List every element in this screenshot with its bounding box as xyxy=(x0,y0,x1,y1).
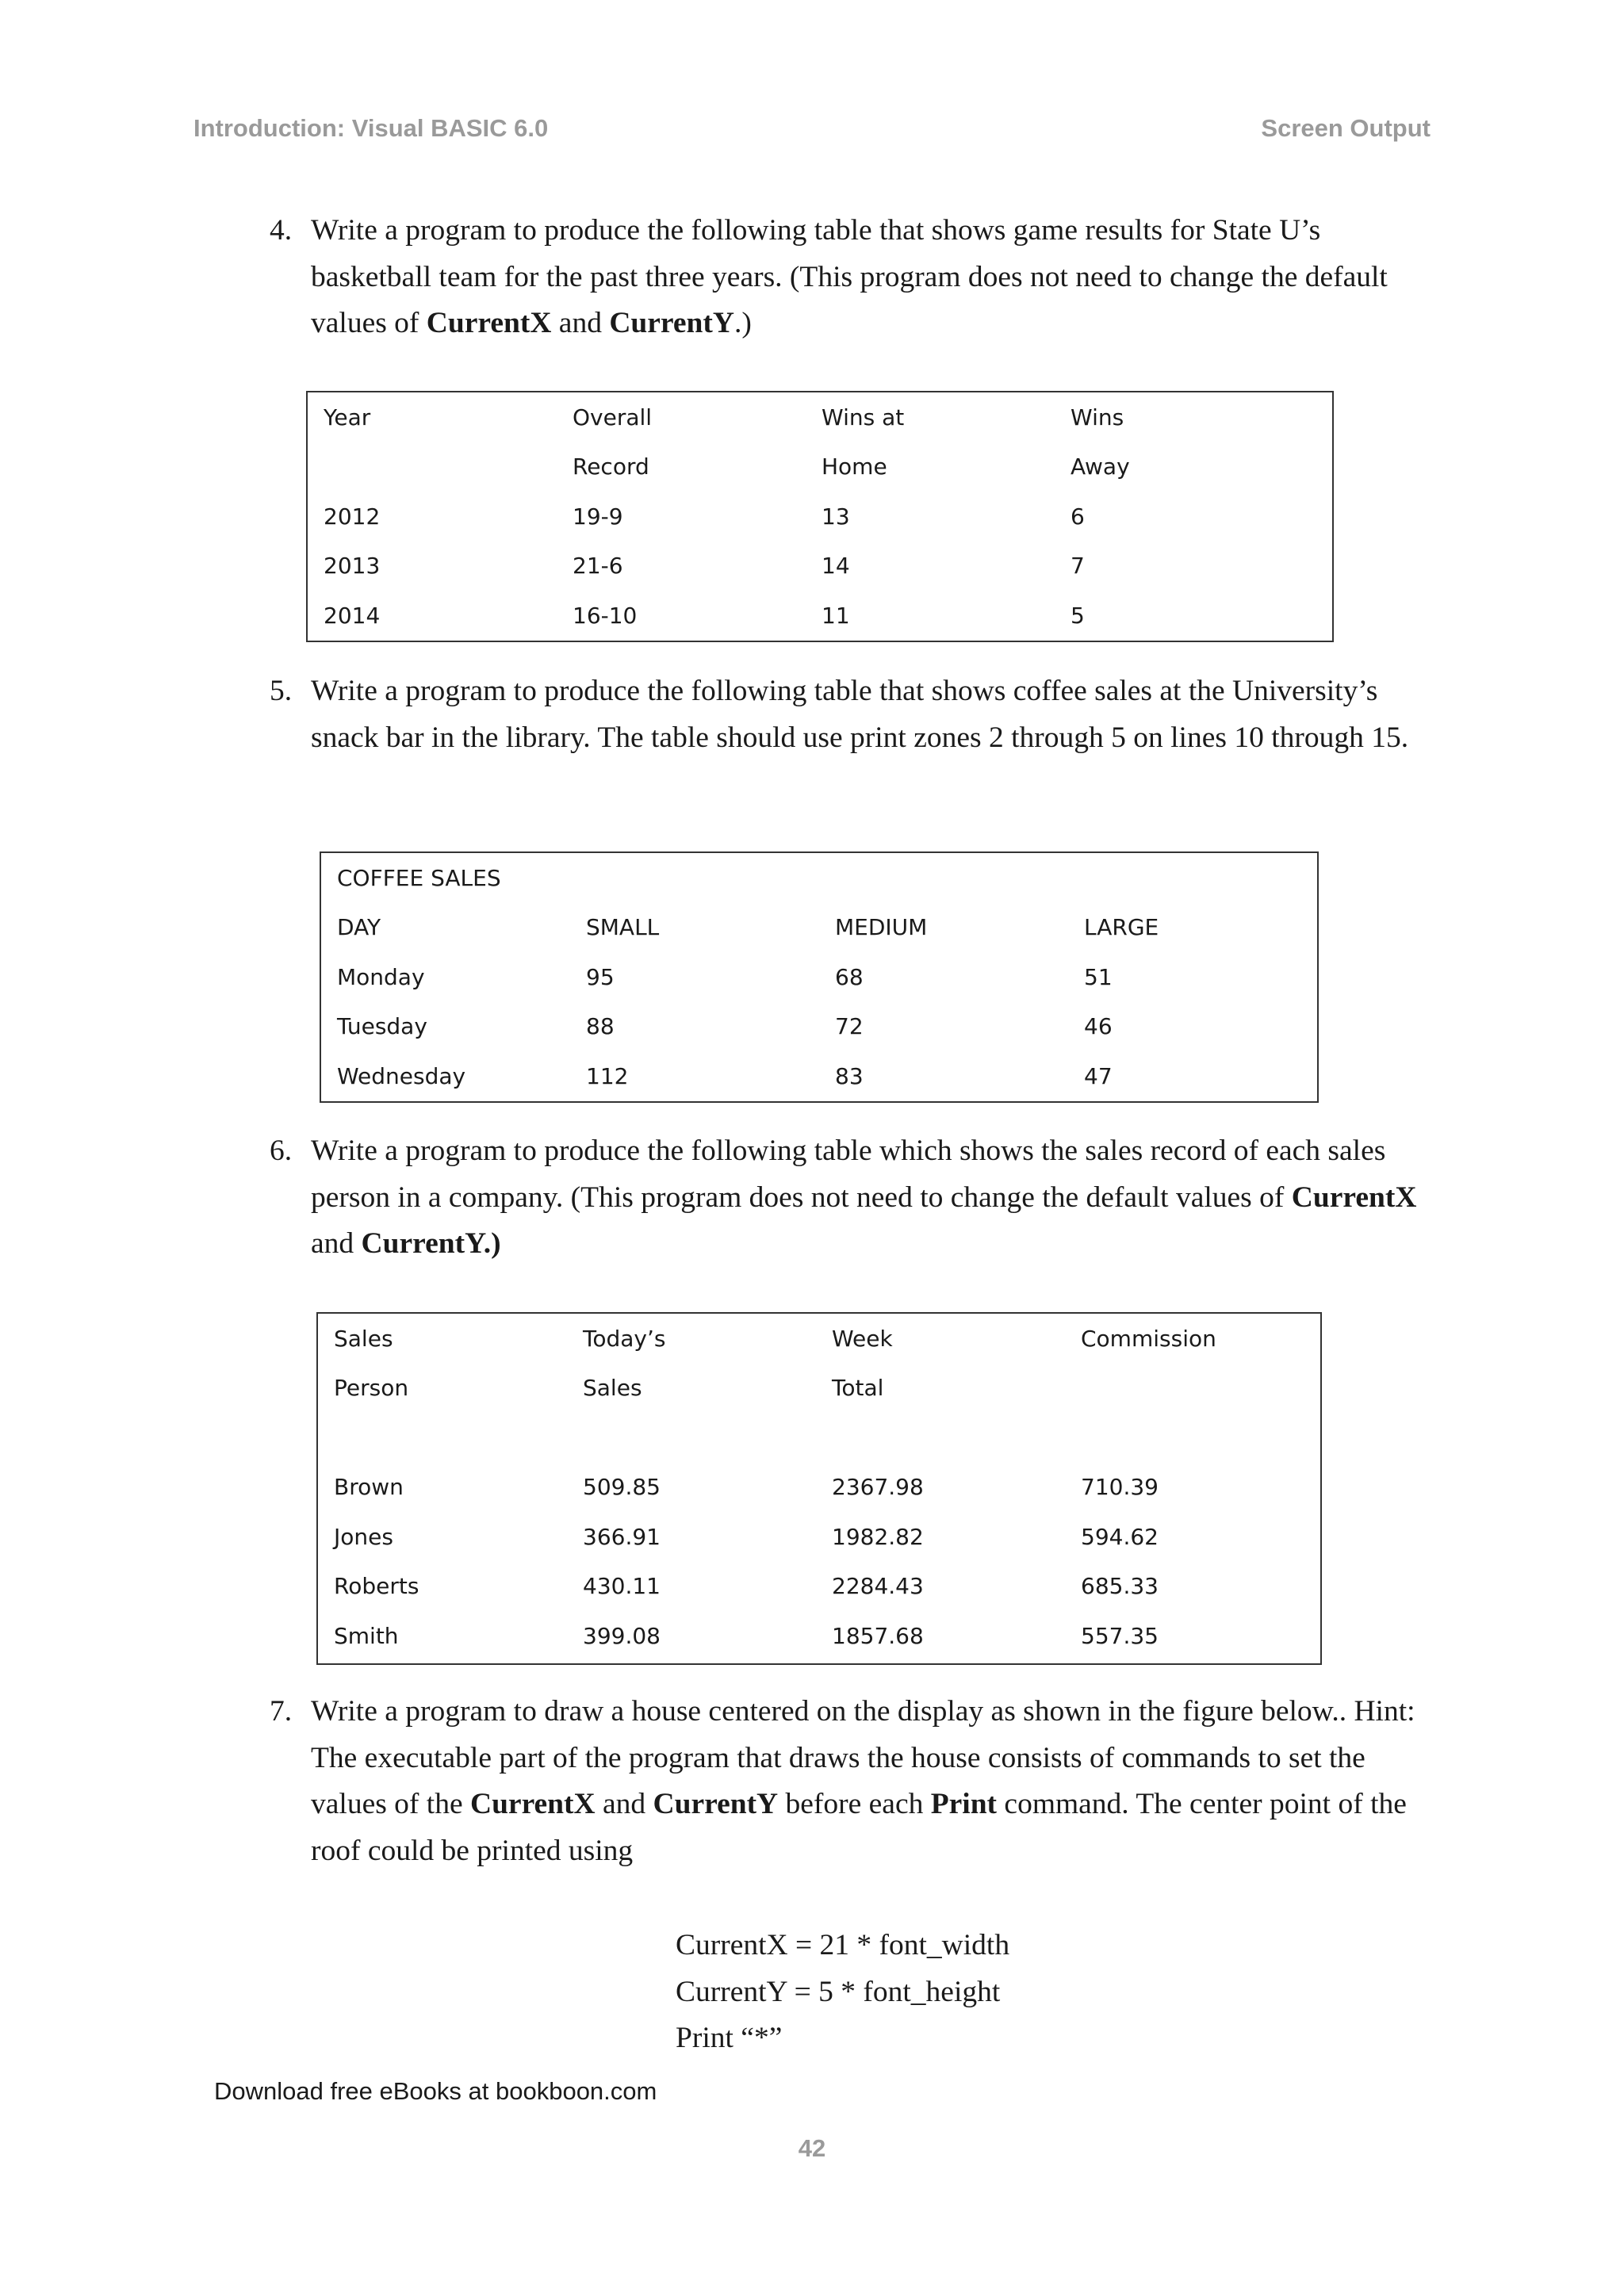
table-cell: 2367.98 xyxy=(832,1474,924,1501)
table-cell: Wins xyxy=(1071,404,1124,430)
table-cell: Person xyxy=(334,1375,409,1402)
table-row xyxy=(321,853,1317,903)
table-cell: Roberts xyxy=(334,1573,419,1600)
code-sample xyxy=(676,1923,1009,2062)
sales-record-table xyxy=(316,1312,1322,1665)
table-row xyxy=(318,1463,1320,1513)
table-cell: 21-6 xyxy=(573,553,623,580)
code-line: CurrentX = 21 * font_width xyxy=(676,1929,1010,1961)
table-row xyxy=(321,903,1317,953)
table-cell: 430.11 xyxy=(583,1573,661,1600)
exercise-4 xyxy=(270,208,1443,347)
exercise-5 xyxy=(270,668,1443,761)
table-cell: 46 xyxy=(1084,1013,1113,1040)
exercise-text: Write a program to produce the following table that shows coffee sales at the University’s snack bar in the library. The table should use print zones 2 through 5 on lines 10 through 15. xyxy=(311,675,1409,754)
table-cell: Tuesday xyxy=(337,1013,427,1040)
basketball-results-table xyxy=(306,391,1334,642)
table-cell: 1857.68 xyxy=(832,1622,924,1649)
table-cell: 2014 xyxy=(324,602,381,629)
table-cell: 594.62 xyxy=(1081,1523,1159,1550)
table-row xyxy=(318,1314,1320,1364)
table-cell: 2012 xyxy=(324,503,381,530)
table-cell: Home xyxy=(822,453,887,480)
table-cell: 2013 xyxy=(324,553,381,580)
exercise-number: 6. xyxy=(270,1135,293,1167)
table-cell: Monday xyxy=(337,963,425,990)
table-cell: Commission xyxy=(1081,1325,1216,1352)
page-number: 42 xyxy=(798,2134,826,2162)
exercise-6 xyxy=(270,1128,1443,1268)
exercise-text: Write a program to draw a house centered on the display as shown in the figure below.. Hint: The executable part of the program that draws the house consists of commands to set the values of the CurrentX and CurrentY before each Print command. The center point of the roof could be printed using xyxy=(311,1695,1415,1867)
table-cell: Week xyxy=(832,1325,893,1352)
table-cell: 6 xyxy=(1071,503,1085,530)
table-cell: LARGE xyxy=(1084,914,1159,941)
table-cell: 557.35 xyxy=(1081,1622,1159,1649)
exercise-number: 7. xyxy=(270,1695,293,1728)
table-cell: 112 xyxy=(586,1062,629,1089)
table-cell: Brown xyxy=(334,1474,404,1501)
table-cell: Record xyxy=(573,453,649,480)
table-cell: 95 xyxy=(586,963,615,990)
table-cell: Sales xyxy=(334,1325,393,1352)
table-cell: 51 xyxy=(1084,963,1113,990)
table-row xyxy=(318,1512,1320,1562)
table-row xyxy=(318,1562,1320,1612)
table-row xyxy=(321,1002,1317,1052)
table-cell: 11 xyxy=(822,602,850,629)
table-row xyxy=(308,442,1332,492)
table-cell: 14 xyxy=(822,553,850,580)
table-cell: MEDIUM xyxy=(835,914,928,941)
table-cell: COFFEE SALES xyxy=(337,864,501,891)
table-row xyxy=(318,1611,1320,1661)
exercise-text: Write a program to produce the following table which shows the sales record of each sales person in a company. (This program does not need to change the default values of CurrentX and CurrentY.) xyxy=(311,1135,1417,1260)
running-header-section: Screen Output xyxy=(1261,114,1431,142)
table-cell: Wednesday xyxy=(337,1062,466,1089)
table-cell: Sales xyxy=(583,1375,642,1402)
table-row xyxy=(308,591,1332,641)
download-link[interactable]: Download free eBooks at bookboon.com xyxy=(214,2077,657,2105)
table-cell: 5 xyxy=(1071,602,1085,629)
table-row xyxy=(308,492,1332,541)
table-cell: 72 xyxy=(835,1013,864,1040)
table-cell: 68 xyxy=(835,963,864,990)
running-header-title: Introduction: Visual BASIC 6.0 xyxy=(193,114,549,142)
table-cell: 1982.82 xyxy=(832,1523,924,1550)
table-cell: 16-10 xyxy=(573,602,638,629)
coffee-sales-table xyxy=(320,851,1319,1103)
exercise-number: 4. xyxy=(270,214,293,247)
table-cell: 399.08 xyxy=(583,1622,661,1649)
table-cell: 7 xyxy=(1071,553,1085,580)
table-cell: SMALL xyxy=(586,914,660,941)
code-line: Print “*” xyxy=(676,2022,783,2054)
code-line: CurrentY = 5 * font_height xyxy=(676,1975,1001,2008)
table-cell: 88 xyxy=(586,1013,615,1040)
table-cell: 685.33 xyxy=(1081,1573,1159,1600)
exercise-text: Write a program to produce the following table that shows game results for State U’s basketball team for the past three years. (This program does not need to change the default values of CurrentX and CurrentY.) xyxy=(311,214,1388,339)
table-row xyxy=(308,392,1332,442)
table-cell: 83 xyxy=(835,1062,864,1089)
table-row xyxy=(318,1364,1320,1414)
table-cell: Jones xyxy=(334,1523,393,1550)
exercise-number: 5. xyxy=(270,675,293,707)
table-cell: Today’s xyxy=(583,1325,666,1352)
table-cell: Away xyxy=(1071,453,1130,480)
table-cell: 19-9 xyxy=(573,503,623,530)
table-cell: 710.39 xyxy=(1081,1474,1159,1501)
table-row xyxy=(321,952,1317,1002)
table-cell: Total xyxy=(832,1375,884,1402)
table-row xyxy=(318,1413,1320,1463)
table-cell: Overall xyxy=(573,404,653,430)
table-cell: Year xyxy=(324,404,371,430)
table-cell: Smith xyxy=(334,1622,399,1649)
table-cell: DAY xyxy=(337,914,381,941)
table-cell: 366.91 xyxy=(583,1523,661,1550)
table-row xyxy=(321,1051,1317,1101)
exercise-7 xyxy=(270,1689,1443,1874)
table-row xyxy=(308,541,1332,591)
table-cell: 509.85 xyxy=(583,1474,661,1501)
table-cell: 47 xyxy=(1084,1062,1113,1089)
table-cell: 2284.43 xyxy=(832,1573,924,1600)
table-cell: Wins at xyxy=(822,404,905,430)
table-cell: 13 xyxy=(822,503,850,530)
